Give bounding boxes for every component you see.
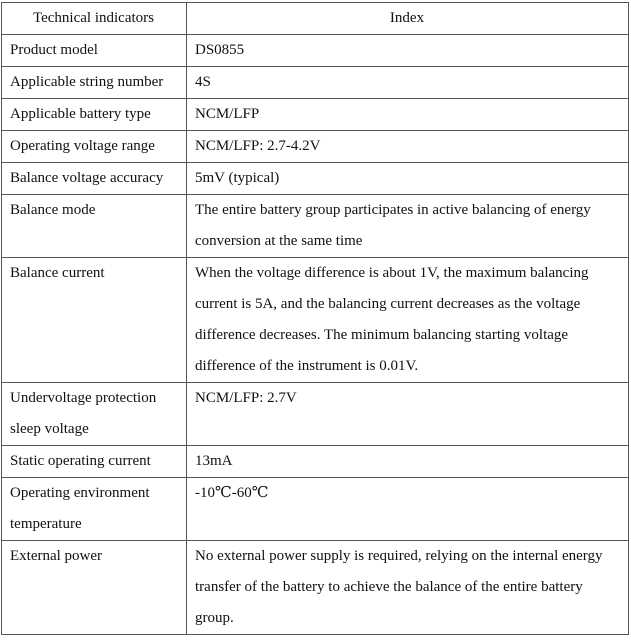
table-header-row — [2, 3, 629, 35]
table-row — [2, 67, 629, 99]
indicator-cell: Operating voltage range — [2, 131, 187, 163]
table-row — [2, 131, 629, 163]
indicator-cell: Operating environment temperature — [2, 478, 187, 541]
value-cell: 13mA — [187, 446, 629, 478]
value-cell: -10℃-60℃ — [187, 478, 629, 541]
indicator-cell: Balance voltage accuracy — [2, 163, 187, 195]
table-row — [2, 99, 629, 131]
indicator-cell: Balance mode — [2, 195, 187, 258]
table-row — [2, 446, 629, 478]
table-row — [2, 478, 629, 541]
indicator-cell: Applicable string number — [2, 67, 187, 99]
value-cell: 5mV (typical) — [187, 163, 629, 195]
table-row — [2, 541, 629, 635]
value-cell: NCM/LFP: 2.7V — [187, 383, 629, 446]
value-cell: 4S — [187, 67, 629, 99]
spec-table — [1, 2, 629, 635]
indicator-cell: External power — [2, 541, 187, 635]
value-cell: When the voltage difference is about 1V, the maximum balancing current is 5A, and the balancing current decreases as the voltage difference decreases. The minimum balancing starting voltage difference of the instrument is 0.01V. — [187, 258, 629, 383]
value-cell: NCM/LFP: 2.7-4.2V — [187, 131, 629, 163]
column-header-technical-indicators: Technical indicators — [2, 3, 187, 35]
value-cell: The entire battery group participates in active balancing of energy conversion at the same time — [187, 195, 629, 258]
table-row — [2, 258, 629, 383]
table-row — [2, 195, 629, 258]
indicator-cell: Static operating current — [2, 446, 187, 478]
indicator-cell: Undervoltage protection sleep voltage — [2, 383, 187, 446]
indicator-cell: Product model — [2, 35, 187, 67]
indicator-cell: Balance current — [2, 258, 187, 383]
column-header-index: Index — [187, 3, 629, 35]
value-cell: NCM/LFP — [187, 99, 629, 131]
table-row — [2, 163, 629, 195]
table-row — [2, 383, 629, 446]
table-row — [2, 35, 629, 67]
indicator-cell: Applicable battery type — [2, 99, 187, 131]
value-cell: No external power supply is required, relying on the internal energy transfer of the battery to achieve the balance of the entire battery group. — [187, 541, 629, 635]
value-cell: DS0855 — [187, 35, 629, 67]
